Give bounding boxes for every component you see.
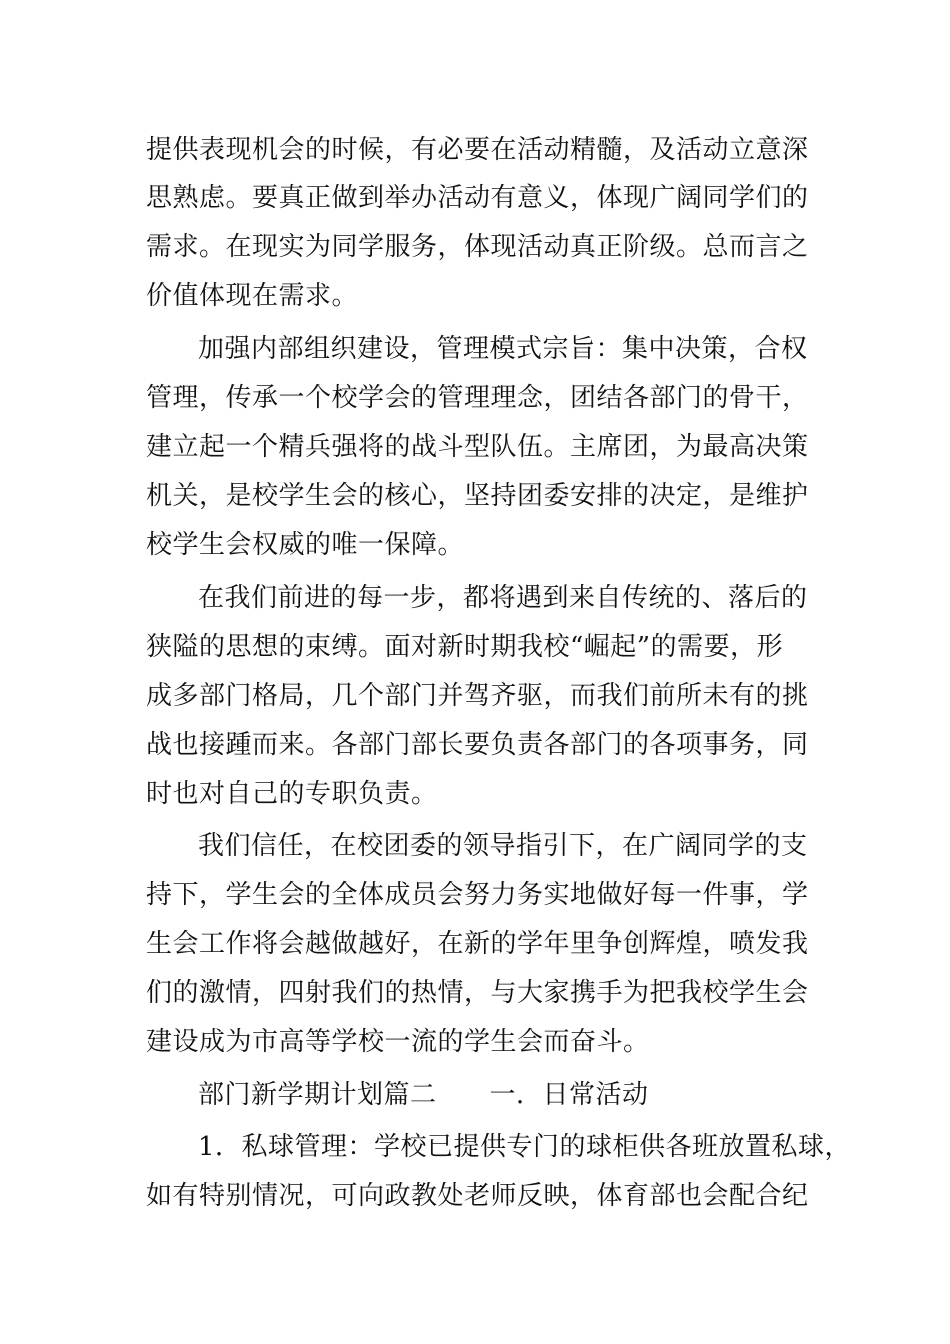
text-line: 战也接踵而来。各部门部长要负责各部门的各项事务，同 xyxy=(146,730,809,760)
text-line: 生会工作将会越做越好，在新的学年里争创辉煌，喷发我 xyxy=(146,929,809,959)
text-line: 提供表现机会的时候，有必要在活动精髓，及活动立意深 xyxy=(146,135,809,165)
text-line: 建立起一个精兵强将的战斗型队伍。主席团，为最高决策 xyxy=(146,432,809,462)
paragraph-first-line: 加强内部组织建设，管理模式宗旨：集中决策，合权 xyxy=(198,334,808,364)
list-item-first-line: 1．私球管理：学校已提供专门的球柜供各班放置私球， xyxy=(198,1132,852,1162)
text-line: 需求。在现实为同学服务，体现活动真正阶级。总而言之 xyxy=(146,232,809,262)
text-line: 校学生会权威的唯一保障。 xyxy=(146,530,465,560)
paragraph-first-line: 在我们前进的每一步，都将遇到来自传统的、落后的 xyxy=(198,583,808,613)
text-line: 成多部门格局，几个部门并驾齐驱，而我们前所未有的挑 xyxy=(146,681,809,711)
text-line: 如有特别情况，可向政教处老师反映，体育部也会配合纪 xyxy=(146,1181,809,1211)
text-line: 管理，传承一个校学会的管理理念，团结各部门的骨干， xyxy=(146,383,809,413)
text-line: 机关，是校学生会的核心，坚持团委安排的决定，是维护 xyxy=(146,481,809,511)
text-line: 价值体现在需求。 xyxy=(146,281,359,311)
text-line: 时也对自己的专职负责。 xyxy=(146,779,438,809)
text-line: 思熟虑。要真正做到举办活动有意义，体现广阔同学们的 xyxy=(146,183,809,213)
section-heading: 部门新学期计划篇二 一．日常活动 xyxy=(198,1080,649,1110)
text-line: 们的激情，四射我们的热情，与大家携手为把我校学生会 xyxy=(146,978,809,1008)
text-line: 持下，学生会的全体成员会努力务实地做好每一件事，学 xyxy=(146,880,809,910)
text-line: 狭隘的思想的束缚。面对新时期我校“崛起”的需要，形 xyxy=(146,632,784,662)
paragraph-first-line: 我们信任，在校团委的领导指引下，在广阔同学的支 xyxy=(198,831,808,861)
text-line: 建设成为市高等学校一流的学生会而奋斗。 xyxy=(146,1027,650,1057)
